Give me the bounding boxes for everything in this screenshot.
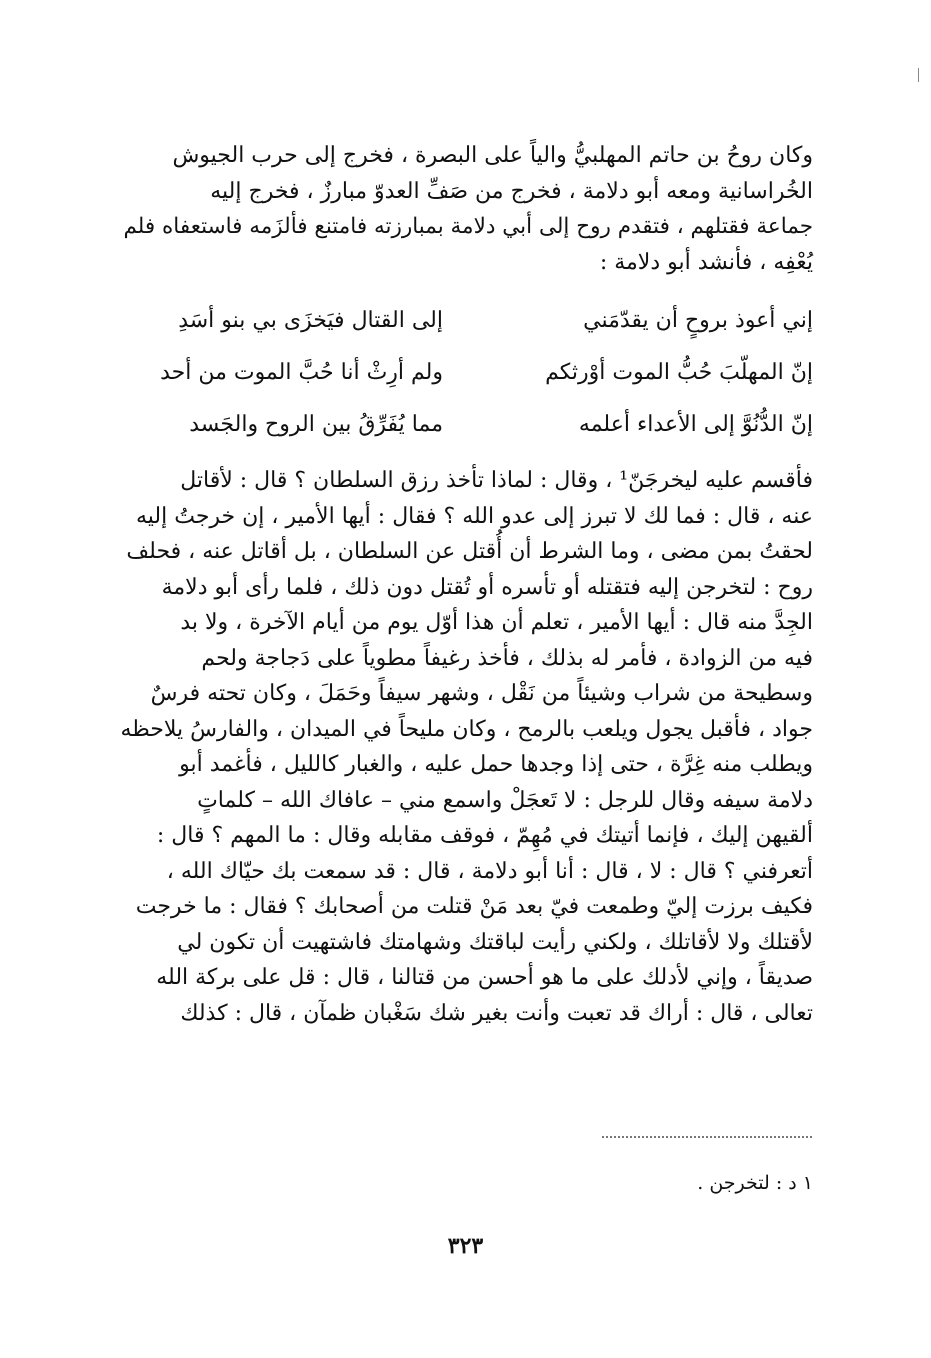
verse-first-hemistich: إني أعوذ بروحٍ أن يقدّمَني bbox=[583, 308, 813, 333]
text-line: تعالى ، قال : أراك قد تعبت وأنت بغير شك سَغْبان ظمآن ، قال : كذلك bbox=[180, 1000, 813, 1026]
verse-first-hemistich: إنّ الدُّنُوَّ إلى الأعداء أعلمه bbox=[578, 412, 813, 437]
text-line: جواد ، فأقبل يجول ويلعب بالرمح ، وكان مليحاً في الميدان ، والفارسُ يلاحظه bbox=[120, 716, 813, 742]
verse-second-hemistich: مما يُفَرِّقُ بين الروح والجَسد bbox=[189, 412, 443, 437]
verse bbox=[113, 308, 813, 360]
verse bbox=[113, 360, 813, 412]
text-line: دلامة سيفه وقال للرجل : لا تَعجَلْ واسمع مني – عافاك الله – كلماتٍ bbox=[197, 787, 813, 813]
text-line: لحقتُ بمن مضى ، وما الشرط أن أُقتل عن السلطان ، بل أقاتل عنه ، فحلف bbox=[126, 539, 813, 564]
text-line: وسطيحة من شراب وشيئاً من نَقْل ، وشهر سيفاً وحَمَلَ ، وكان تحته فرسٌ bbox=[150, 681, 813, 706]
text-line: عنه ، قال : فما لك لا تبرز إلى عدو الله ؟ فقال : أيها الأمير ، إن خرجتُ إليه bbox=[135, 503, 813, 529]
paragraph-intro bbox=[113, 138, 813, 280]
page-number: ٣٢٣ bbox=[447, 1233, 484, 1259]
footnote: ١ د : لتخرجن . bbox=[697, 1172, 813, 1194]
text-line: فأقسم عليه ليخرجَنّ¹ ، وقال : لماذا تأخذ رزق السلطان ؟ قال : لأقاتل bbox=[180, 468, 813, 493]
footnote-separator bbox=[602, 1136, 812, 1138]
text-line: روح : لتخرجن إليه فتقتله أو تأسره أو تُقتل دون ذلك ، فلما رأى أبو دلامة bbox=[161, 574, 813, 600]
margin-mark bbox=[918, 68, 919, 82]
text-line: ويطلب منه غِرَّة ، حتى إذا وجدها حمل عليه ، والغبار كالليل ، فأغمد أبو bbox=[179, 752, 813, 777]
text-line: صديقاً ، وإني لأدلك على ما هو أحسن من قتالنا ، قال : قل على بركة الله bbox=[156, 965, 813, 990]
text-line: الخُراسانية ومعه أبو دلامة ، فخرج من صَفِّ العدوّ مبارزٌ ، فخرج إليه bbox=[210, 178, 813, 204]
verse-second-hemistich: ولم أرِثْ أنا حُبَّ الموت من أحد bbox=[160, 360, 443, 385]
text-line: فكيف برزت إليّ وطمعت فيّ بعد مَنْ قتلت من أصحابك ؟ فقال : ما خرجت bbox=[135, 894, 813, 919]
verse bbox=[113, 412, 813, 464]
verse-first-hemistich: إنّ المهلّبَ حُبُّ الموت أوْرثكم bbox=[545, 360, 813, 385]
text-line: يُعْفِه ، فأنشد أبو دلامة : bbox=[599, 249, 813, 275]
paragraph-story bbox=[113, 463, 813, 1031]
text-line: جماعة فقتلهم ، فتقدم روح إلى أبي دلامة بمبارزته فامتنع فألزَمه فاستعفاه فلم bbox=[123, 214, 813, 239]
text-line: أتعرفني ؟ قال : لا ، قال : أنا أبو دلامة ، قال : قد سمعت بك حيّاك الله ، bbox=[166, 858, 813, 884]
text-line: وكان روحُ بن حاتم المهلبيُّ والياً على البصرة ، فخرج إلى حرب الجيوش bbox=[172, 143, 813, 168]
text-line: فيه من الزوادة ، فأمر له بذلك ، فأخذ رغيفاً مطوياً على دَجاجة ولحم bbox=[201, 645, 813, 671]
text-line: لأقتلك ولا لأقاتلك ، ولكني رأيت لباقتك وشهامتك فاشتهيت أن تكون لي bbox=[177, 929, 813, 955]
poem bbox=[113, 308, 813, 464]
text-line: ألقيهن إليك ، فإنما أتيتك في مُهِمّ ، فوقف مقابله وقال : ما المهم ؟ قال : bbox=[156, 823, 813, 848]
verse-second-hemistich: إلى القتال فيَخزَى بي بنو أسَدِ bbox=[178, 308, 443, 333]
text-line: الجِدَّ منه قال : أيها الأمير ، تعلم أن هذا أوّل يوم من أيام الآخرة ، ولا بد bbox=[180, 610, 813, 635]
